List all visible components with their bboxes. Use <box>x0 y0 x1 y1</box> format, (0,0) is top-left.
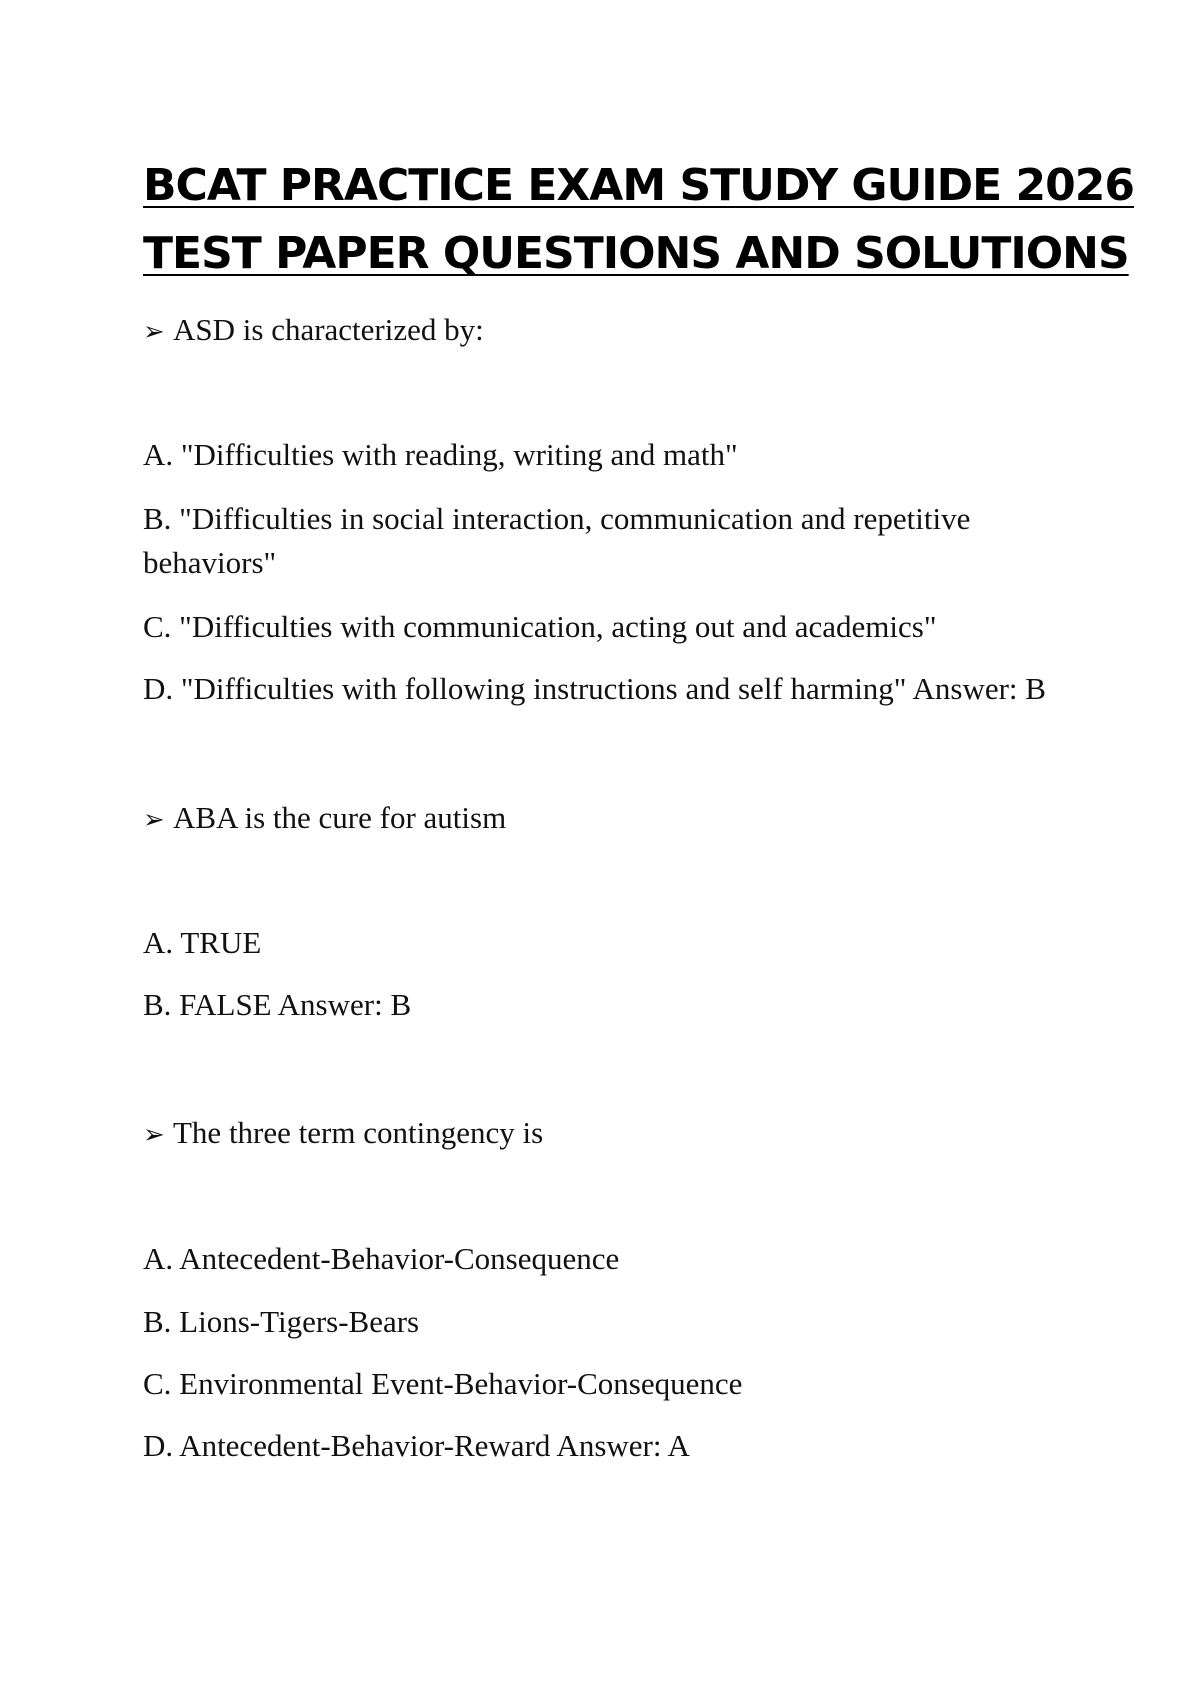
question-1-option-a: A. "Difficulties with reading, writing and math" <box>143 437 738 472</box>
arrow-bullet-icon: ➢ <box>143 317 165 346</box>
question-prompt-text: The three term contingency is <box>173 1115 544 1150</box>
question-2-prompt <box>143 796 1103 842</box>
question-3-prompt <box>143 1111 1103 1157</box>
question-2-option-a: A. TRUE <box>143 925 262 960</box>
question-prompt-text: ABA is the cure for autism <box>173 800 507 835</box>
document-title <box>143 152 1134 288</box>
question-1-option-b: B. "Difficulties in social interaction, communication and repetitive behaviors" <box>143 501 971 580</box>
question-3-option-b: B. Lions-Tigers-Bears <box>143 1304 420 1339</box>
question-1-option-c: C. "Difficulties with communication, acting out and academics" <box>143 609 937 644</box>
question-prompt-text: ASD is characterized by: <box>173 312 484 347</box>
title-line-2: TEST PAPER QUESTIONS AND SOLUTIONS <box>143 228 1129 279</box>
question-1-option-d: D. "Difficulties with following instructions and self harming" Answer: B <box>143 671 1046 706</box>
question-3-option-a: A. Antecedent-Behavior-Consequence <box>143 1241 620 1276</box>
arrow-bullet-icon: ➢ <box>143 1120 165 1149</box>
arrow-bullet-icon: ➢ <box>143 805 165 834</box>
question-1-prompt <box>143 308 1103 354</box>
question-3-option-c: C. Environmental Event-Behavior-Consequence <box>143 1366 743 1401</box>
question-3-option-d: D. Antecedent-Behavior-Reward Answer: A <box>143 1428 690 1463</box>
question-2-option-b: B. FALSE Answer: B <box>143 987 412 1022</box>
title-line-1: BCAT PRACTICE EXAM STUDY GUIDE 2026 <box>143 160 1134 211</box>
